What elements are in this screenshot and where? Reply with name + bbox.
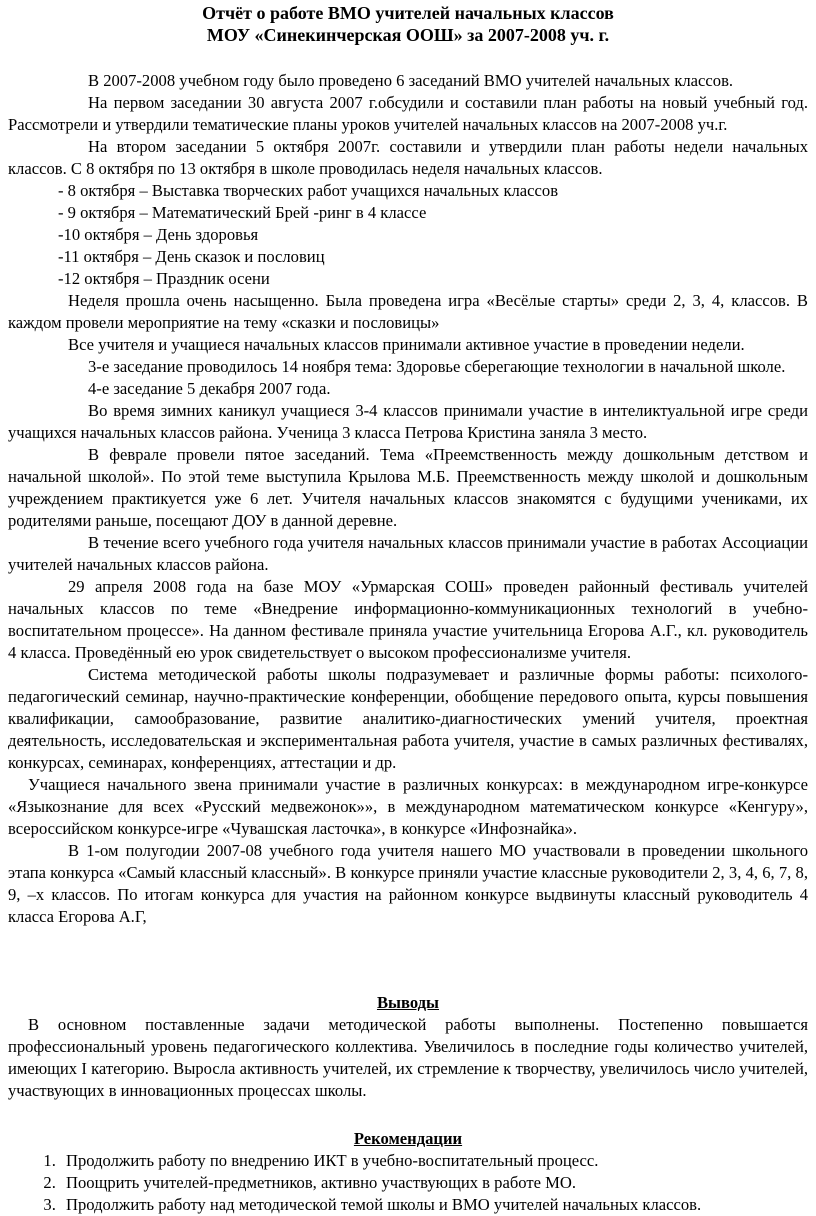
paragraph-association: В течение всего учебного года учителя начальных классов принимали участие в работах Ассоциации учителей начальных классов района. (8, 533, 808, 574)
paragraph-fourth-session: 4-е заседание 5 декабря 2007 года. (88, 379, 331, 398)
report-title-line1: Отчёт о работе ВМО учителей начальных классов (202, 3, 614, 23)
conclusions-text: В основном поставленные задачи методической работы выполнены. Постепенно повышается профессиональный уровень педагогического коллектива. Увеличилось в последние годы количество учителей, имеющих I категорию. Выросла активность учителей, их стремление к творчеству, увеличилось число учителей, участвующих в инновационных процессах школы. (8, 1015, 808, 1100)
week-event-item: - 8 октября – Выставка творческих работ учащихся начальных классов (58, 181, 559, 200)
paragraph-methodical-system: Система методической работы школы подразумевает и различные формы работы: психолого-педагогический семинар, научно-практические конференции, обобщение передового опыта, курсы повышения квалификации, самообразование, развитие аналитико-диагностических умений учителя, проектная деятельность, исследовательская и экспериментальная работа учителя, участие в самых различных фестивалях, конкурсах, семинарах, конференциях, аттестации и др. (8, 665, 808, 772)
recommendations-list (8, 1150, 808, 1216)
paragraph-third-session: 3-е заседание проводилось 14 ноября тема: Здоровье сберегающие технологии в начальной школе. (88, 357, 786, 376)
paragraph-second-session: На втором заседании 5 октября 2007г. составили и утвердили план работы недели начальных классов. С 8 октября по 13 октября в школе проводилась неделя начальных классов. (8, 137, 808, 178)
recommendation-item: 2. Поощрить учителей-предметников, активно участвующих в работе МО. (60, 1172, 808, 1194)
report-title-line2: МОУ «Синекинчерская ООШ» за 2007-2008 уч. г. (206, 25, 610, 45)
paragraph-first-session: На первом заседании 30 августа 2007 г.обсудили и составили план работы на новый учебный год. Рассмотрели и утвердили тематические планы уроков учителей начальных классов на 2007-2008 уч.г. (8, 93, 808, 134)
paragraph-week-summary: Неделя прошла очень насыщенно. Была проведена игра «Весёлые старты» среди 2, 3, 4, классов. В каждом провели мероприятие на тему «сказки и пословицы» (8, 291, 808, 332)
paragraph-participation: Все учителя и учащиеся начальных классов принимали активное участие в проведении недели. (68, 335, 745, 354)
week-event-item: -12 октября – Праздник осени (58, 269, 270, 288)
spacer (8, 928, 808, 992)
recommendation-item: 3. Продолжить работу над методической темой школы и ВМО учителей начальных классов. (60, 1194, 808, 1216)
paragraph-contests: Учащиеся начального звена принимали участие в различных конкурсах: в международном игре-конкурсе «Языкознание для всех «Русский медвежонок»», в международном математическом конкурсе «Кенгуру», всероссийском конкурсе-игре «Чувашская ласточка», в конкурсе «Инфознайка». (8, 775, 808, 838)
week-event-item: - 9 октября – Математический Брей -ринг в 4 классе (58, 203, 427, 222)
paragraph-fifth-session: В феврале провели пятое заседаний. Тема «Преемственность между дошкольным детством и начальной школой». По этой теме выступила Крылова М.Б. Преемственность между школой и дошкольным учреждением практикуется уже 6 лет. Учителя начальных классов знакомятся с будущими учениками, их родителями раньше, посещают ДОУ в данной деревне. (8, 445, 808, 530)
paragraph-sessions-count: В 2007-2008 учебном году было проведено 6 заседаний ВМО учителей начальных классов. (88, 71, 734, 90)
conclusions-heading: Выводы (376, 993, 440, 1012)
recommendations-heading: Рекомендации (353, 1129, 463, 1148)
spacer (8, 1102, 808, 1128)
week-events-list (8, 180, 808, 290)
spacer (8, 46, 808, 70)
paragraph-festival: 29 апреля 2008 года на базе МОУ «Урмарская СОШ» проведен районный фестиваль учителей начальных классов по теме «Внедрение информационно-коммуникационных технологий в учебно-воспитательном процессе». На данном фестивале приняла участие учительница Егорова А.Г., кл. руководитель 4 класса. Проведённый ею урок свидетельствует о высоком профессионализме учителя. (8, 577, 808, 662)
paragraph-winter-game: Во время зимних каникул учащиеся 3-4 классов принимали участие в интеликтуальной игре среди учащихся начальных классов района. Ученица 3 класса Петрова Кристина заняла 3 место. (8, 401, 808, 442)
week-event-item: -11 октября – День сказок и пословиц (58, 247, 325, 266)
week-event-item: -10 октября – День здоровья (58, 225, 259, 244)
paragraph-class-teacher-contest: В 1-ом полугодии 2007-08 учебного года учителя нашего МО участвовали в проведении школьного этапа конкурса «Самый классный классный». В конкурсе приняли участие классные руководители 2, 3, 4, 6, 7, 8, 9, –х классов. По итогам конкурса для участия на районном конкурсе выдвинуты классный руководитель 4 класса Егорова А.Г, (8, 841, 808, 926)
recommendation-item: 1. Продолжить работу по внедрению ИКТ в учебно-воспитательный процесс. (60, 1150, 808, 1172)
